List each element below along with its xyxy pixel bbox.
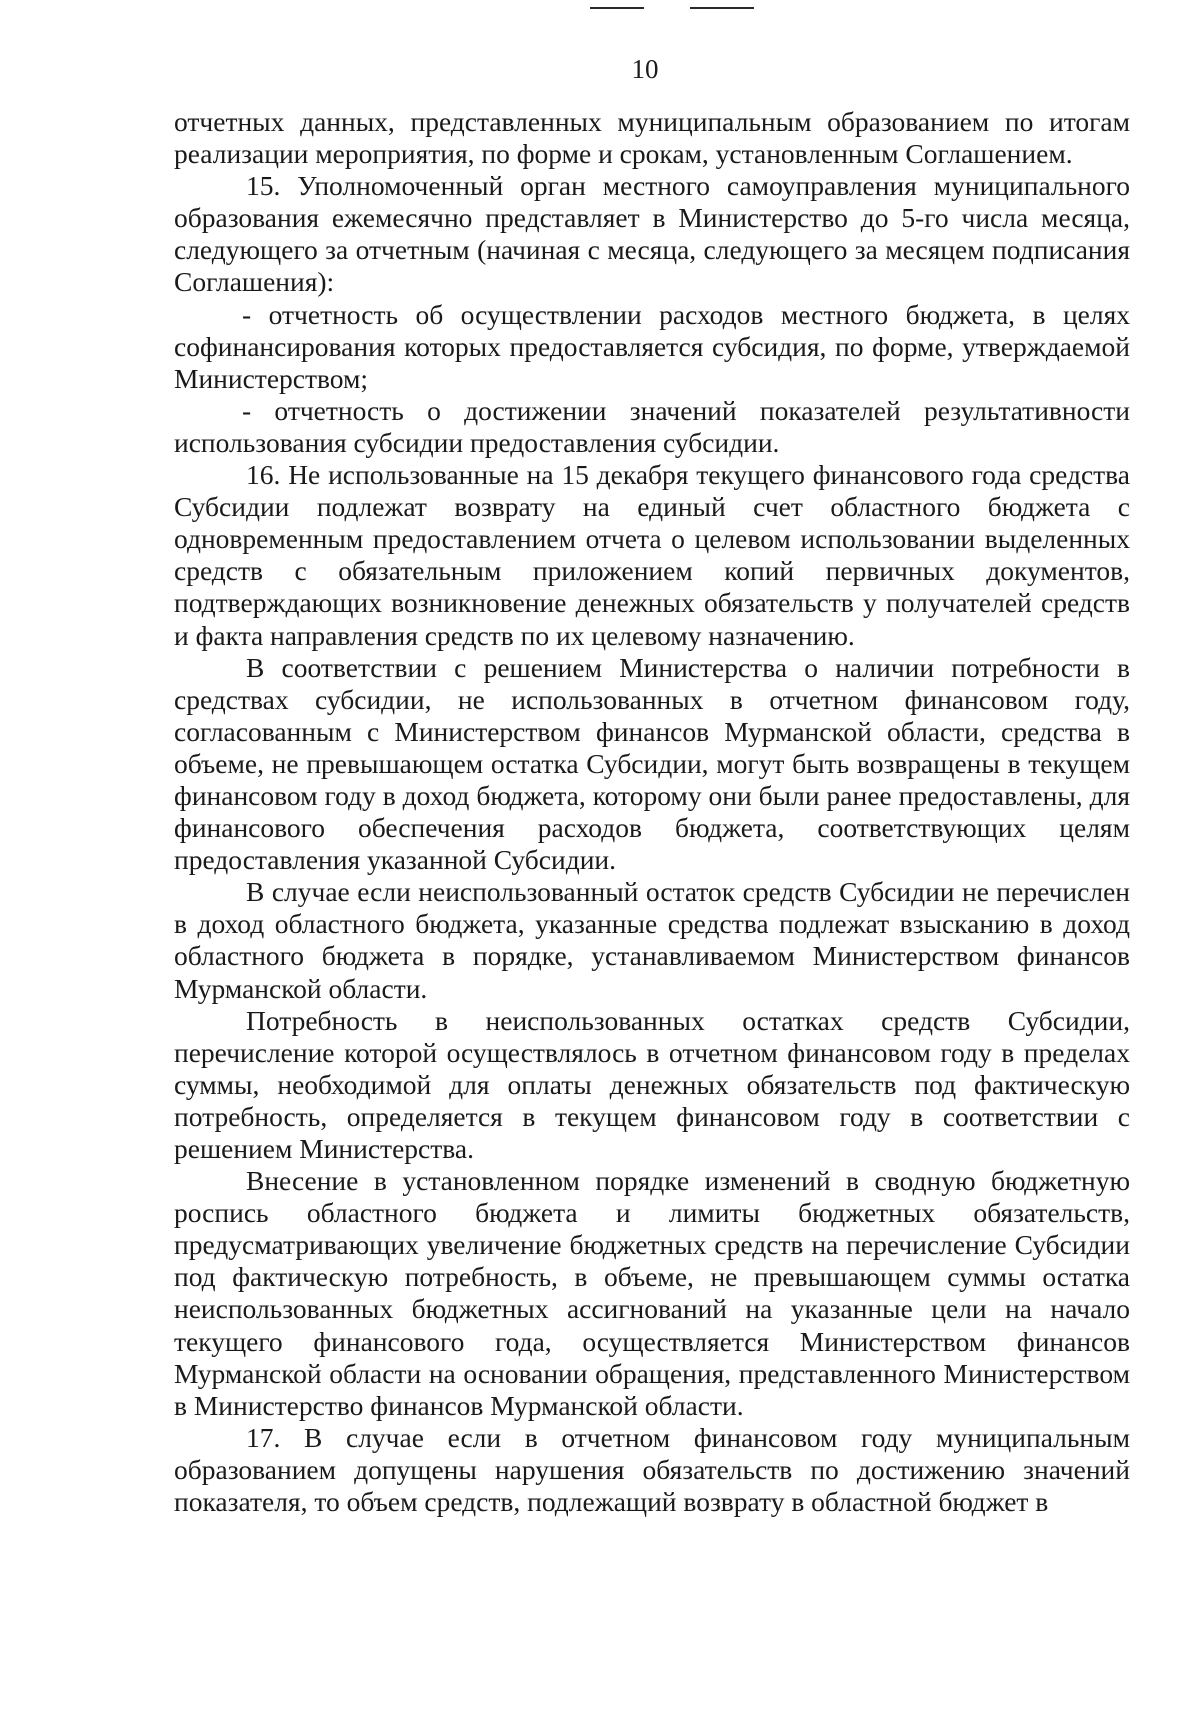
scan-artifact-line (690, 7, 754, 9)
paragraph-item-17: 17. В случае если в отчетном финансовом году муниципальным образованием допущены нарушения обязательств по достижению значений показателя, то объем средств, подлежащий возврату в областной бюджет в (174, 1421, 1130, 1518)
paragraph-item-15: 15. Уполномоченный орган местного самоуправления муниципального образования ежемесячно представляет в Министерство до 5-го числа месяца, следующего за отчетным (начиная с месяца, следующего за месяцем подписания Соглашения): (174, 170, 1130, 298)
paragraph-item-16: 16. Не использованные на 15 декабря текущего финансового года средства Субсидии подлежат возврату на единый счет областного бюджета с одновременным предоставлением отчета о целевом использовании выделенных средств с обязательным приложением копий первичных документов, подтверждающих возникновение денежных обязательств у получателей средств и факта направления средств по их целевому назначению. (174, 459, 1130, 651)
paragraph-continuation: отчетных данных, представленных муниципальным образованием по итогам реализации мероприятия, по форме и срокам, установленным Соглашением. (174, 106, 1130, 170)
paragraph-unspent-balance: В случае если неиспользованный остаток средств Субсидии не перечислен в доход областного бюджета, указанные средства подлежат взысканию в доход областного бюджета в порядке, устанавливаемом Министерством финансов Мурманской области. (174, 876, 1130, 1004)
paragraph-bullet-expenses-report: - отчетность об осуществлении расходов местного бюджета, в целях софинансирования которых предоставляется субсидия, по форме, утверждаемой Министерством; (174, 298, 1130, 394)
paragraph-budget-changes: Внесение в установленном порядке изменений в сводную бюджетную роспись областного бюджета и лимиты бюджетных обязательств, предусматривающих увеличение бюджетных средств на перечисление Субсидии под фактическую потребность, в объеме, не превышающем суммы остатка неиспользованных бюджетных ассигнований на указанные цели на начало текущего финансового года, осуществляется Министерством финансов Мурманской области на основании обращения, представленного Министерством в Министерство финансов Мурманской области. (174, 1165, 1130, 1421)
paragraph-bullet-indicators-report: - отчетность о достижении значений показателей результативности использования субсидии предоставления субсидии. (174, 394, 1130, 458)
document-body (174, 106, 1130, 1518)
paragraph-ministry-decision: В соответствии с решением Министерства о наличии потребности в средствах субсидии, не использованных в отчетном финансовом году, согласованным с Министерством финансов Мурманской области, средства в объеме, не превышающем остатка Субсидии, могут быть возвращены в текущем финансовом году в доход бюджета, которому они были ранее предоставлены, для финансового обеспечения расходов бюджета, соответствующих целям предоставления указанной Субсидии. (174, 651, 1130, 876)
scan-artifact-line (590, 7, 644, 9)
paragraph-need-for-balances: Потребность в неиспользованных остатках средств Субсидии, перечисление которой осуществлялось в отчетном финансовом году в пределах суммы, необходимой для оплаты денежных обязательств под фактическую потребность, определяется в текущем финансовом году в соответствии с решением Министерства. (174, 1004, 1130, 1164)
page-number: 10 (631, 54, 659, 84)
